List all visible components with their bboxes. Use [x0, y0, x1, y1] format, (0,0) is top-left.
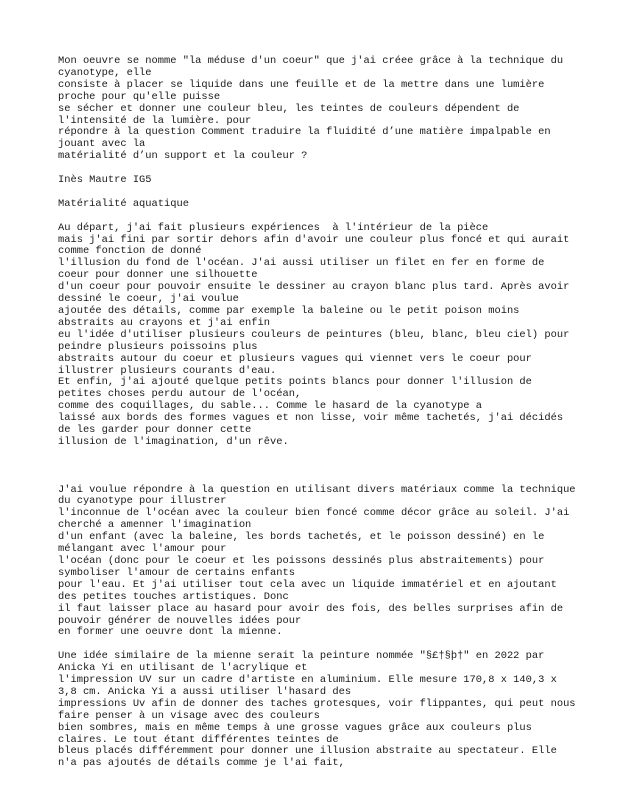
text-line: laissé aux bords des formes vagues et non lisse, voir même tachetés, j'ai décidés: [58, 412, 564, 425]
text-line: l'intensité de la lumière. pour: [58, 114, 252, 127]
text-line: consiste à placer se liquide dans une feuille et de la mettre dans une lumière: [58, 78, 545, 91]
blank-line: [58, 473, 578, 485]
text-line: bien sombres, mais en même temps à une grosse vagues grâce aux couleurs plus: [58, 721, 532, 734]
text-line: n'a pas ajoutés de détails comme je l'ai fait,: [58, 757, 345, 770]
text-line: en former une oeuvre dont la mienne.: [58, 626, 283, 639]
text-line: jouant avec la: [58, 138, 146, 151]
blank-line: [58, 461, 578, 473]
text-line: l'océan (donc pour le coeur et les poissons dessinés plus abstraitements) pour: [58, 554, 545, 567]
text-line: l'impression UV sur un cadre d'artiste en aluminium. Elle mesure 170,8 x 140,3 x: [58, 674, 557, 687]
text-line: Matérialité aquatique: [58, 197, 189, 210]
text-line: bleus placés différemment pour donner une illusion abstraite au spectateur. Elle: [58, 745, 557, 758]
text-line: des petites touches artistiques. Donc: [58, 590, 289, 603]
text-line: impressions Uv afin de donner des taches grotesques, voir flippantes, qui peut nous: [58, 697, 576, 710]
text-line: cyanotype, elle: [58, 66, 152, 79]
text-line: J'ai voulue répondre à la question en utilisant divers matériaux comme la technique: [58, 483, 576, 496]
text-line: illustrer plusieurs courants d'eau.: [58, 364, 277, 377]
text-line: l'inconnue de l'océan avec la couleur bien foncé comme décor grâce au soleil. J'ai: [58, 507, 570, 520]
text-line: se sécher et donner une couleur bleu, les teintes de couleurs dépendent de: [58, 102, 520, 115]
text-line: abstraits au crayons et j'ai enfin: [58, 316, 271, 329]
text-line: Anicka Yi en utilisant de l'acrylique et: [58, 662, 308, 675]
text-line: Inès Mautre IG5: [58, 174, 152, 187]
text-line: petites choses perdu autour de l'océan,: [58, 388, 302, 401]
text-line: eu l'idée d'utiliser plusieurs couleurs de peintures (bleu, blanc, bleu ciel) pour: [58, 328, 570, 341]
text-line: Au départ, j'ai fait plusieurs expériences à l'intérieur de la pièce: [58, 221, 489, 234]
text-line: abstraits autour du coeur et plusieurs vagues qui viennet vers le coeur pour: [58, 352, 532, 365]
text-line: 3,8 cm. Anicka Yi a aussi utiliser l'hasard des: [58, 685, 352, 698]
text-line: d'un coeur pour pouvoir ensuite le dessiner au crayon blanc plus tard. Après avoir: [58, 281, 570, 294]
text-line: du cyanotype pour illustrer: [58, 495, 227, 508]
text-line: symboliser l'amour de certains enfants: [58, 566, 295, 579]
text-line: dessiné le coeur, j'ai voulue: [58, 293, 239, 306]
text-line: d'un enfant (avec la baleine, les bords tachetés, et le poisson dessiné) en le: [58, 531, 545, 544]
text-line: Et enfin, j'ai ajouté quelque petits points blancs pour donner l'illusion de: [58, 376, 532, 389]
text-line: l'illusion du fond de l'océan. J'ai aussi utiliser un filet en fer en forme de: [58, 257, 545, 270]
text-line: répondre à la question Comment traduire la fluidité d’une matière impalpable en: [58, 126, 551, 139]
text-line: mélangant avec l'amour pour: [58, 543, 227, 556]
text-line: peindre plusieurs poissoins plus: [58, 340, 258, 353]
text-line: Une idée similaire de la mienne serait la peinture nommée "§£†§þ†" en 2022 par: [58, 650, 545, 663]
text-line: faire penser à un visage avec des couleurs: [58, 709, 320, 722]
blank-line: [58, 449, 578, 461]
text-line: Mon oeuvre se nomme "la méduse d'un coeur" que j'ai créee grâce à la technique du: [58, 55, 564, 67]
text-line: pouvoir générer de nouvelles idées pour: [58, 614, 302, 627]
text-line: pour l'eau. Et j'ai utiliser tout cela avec un liquide immatériel et en ajoutant: [58, 578, 557, 591]
text-line: cherché a amenner l'imagination: [58, 519, 252, 532]
text-line: matérialité d’un support et la couleur ?: [58, 150, 308, 163]
text-line: coeur pour donner une silhouette: [58, 269, 258, 282]
text-line: claires. Le tout étant différentes teintes de: [58, 733, 339, 746]
text-line: illusion de l'imagination, d'un rêve.: [58, 435, 289, 448]
text-line: mais j'ai fini par sortir dehors afin d'avoir une couleur plus foncé et qui aurait: [58, 233, 570, 246]
text-line: comme fonction de donné: [58, 245, 202, 258]
text-line: proche pour qu'elle puisse: [58, 90, 221, 103]
text-line: comme des coquillages, du sable... Comme le hasard de la cyanotype a: [58, 400, 483, 413]
text-line: ajoutée des détails, comme par exemple la baleine ou le petit poison moins: [58, 304, 520, 317]
blank-line: [58, 211, 578, 223]
text-line: il faut laisser place au hasard pour avoir des fois, des belles surprises afin de: [58, 602, 564, 615]
text-line: de les garder pour donner cette: [58, 424, 252, 437]
